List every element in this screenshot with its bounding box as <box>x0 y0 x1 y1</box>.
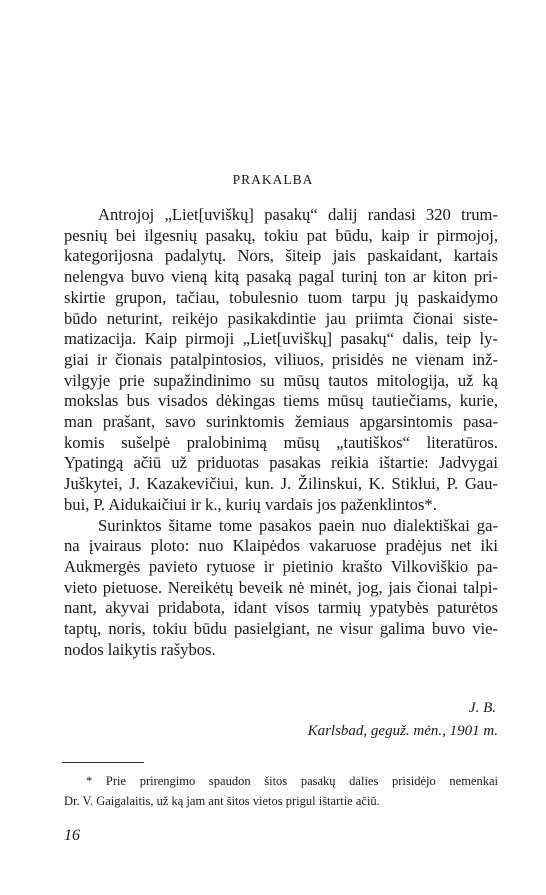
paragraph-line: Juškytei, J. Kazakevičiui, kun. J. Žilinskui, K. Stiklui, P. Gau- <box>64 474 498 494</box>
footnote-line: Dr. V. Gaigalaitis, už ką jam ant šitos vietos prigul ištartie ačiū. <box>64 794 380 808</box>
paragraph-line: vilgyje prie supažindinimo su mūsų tautos mitologija, už ką <box>64 370 498 390</box>
paragraph-line: Aukmergės pavieto rytuose ir pietinio krašto Vilkoviškio pa- <box>64 556 498 576</box>
footnote <box>64 771 498 811</box>
paragraph-line: kategorijosna padalytų. Nors, šiteip jais paskaidant, kartais <box>64 246 498 266</box>
place-date-line: Karlsbad, geguž. mėn., 1901 m. <box>307 723 498 739</box>
paragraph-line: skirtie grupon, tačiau, tobulesnio tuom tarpu jų paskaidymo <box>64 287 498 307</box>
paragraph-line: Surinktos šitame tome pasakos paein nuo dialektiškai ga- <box>98 515 498 535</box>
author-initials: J. B. <box>468 700 496 716</box>
footnote-divider <box>62 762 144 763</box>
paragraph-line: taptų, noris, tokiu būdu pasielgiant, ne visur galima buvo vie- <box>64 619 498 639</box>
paragraph-line: pesnių bei ilgesnių pasakų, tokiu pat būdu, kaip ir pirmojoj, <box>64 225 498 245</box>
paragraph-line: Antrojoj „Liet[uviškų] pasakų“ dalij randasi 320 trum- <box>98 205 498 224</box>
paragraph-line: giai ir čionais patalpintosios, viliuos, prisidės ne vienam inž- <box>64 349 498 369</box>
paragraph-line: man prašant, savo surinktomis žemiaus apgarsintomis pasa- <box>64 412 498 432</box>
page-heading: PRAKALBA <box>232 172 314 187</box>
paragraph-line: būdo neturint, reikėjo pasikakdintie jau priimta čionai siste- <box>64 308 498 328</box>
paragraph-line: matizacija. Kaip pirmoji „Liet[uviškų] pasakų“ dalis, teip ly- <box>64 329 498 349</box>
paragraph-line: vieto pietuose. Nereikėtų beveik nė minėt, jog, jais čionai talpi- <box>64 577 498 597</box>
paragraph-line: nant, akyvai pridabota, idant visos tarmių ypatybės paturėtos <box>64 598 498 618</box>
paragraph-2 <box>64 516 498 661</box>
paragraph-line: mokslas bus visados dėkingas tiems mūsų tautiečiams, kurie, <box>64 391 498 411</box>
paragraph-line: Ypatingą ačiū už priduotas pasakas reikia ištartie: Jadvygai <box>64 453 498 473</box>
preface-body <box>64 205 498 660</box>
paragraph-line: nelengva buvo vieną kitą pasaką pagal turinį ton ar kiton pri- <box>64 267 498 287</box>
paragraph-line: na įvairaus ploto: nuo Klaipėdos vakaruose pradėjus net iki <box>64 536 498 556</box>
page-number: 16 <box>64 827 80 844</box>
paragraph-line: bui, P. Aidukaičiui ir k., kurių vardais jos paženklintos*. <box>64 494 437 514</box>
paragraph-1 <box>64 205 498 516</box>
paragraph-line: komis sušelpė pralobinimą mūsų „tautiškos“ literatūros. <box>64 432 498 452</box>
footnote-line: * Prie prirengimo spaudon šitos pasakų dalies prisidėjo nemenkai <box>86 774 498 788</box>
paragraph-line: nodos laikytis rašybos. <box>64 639 216 659</box>
